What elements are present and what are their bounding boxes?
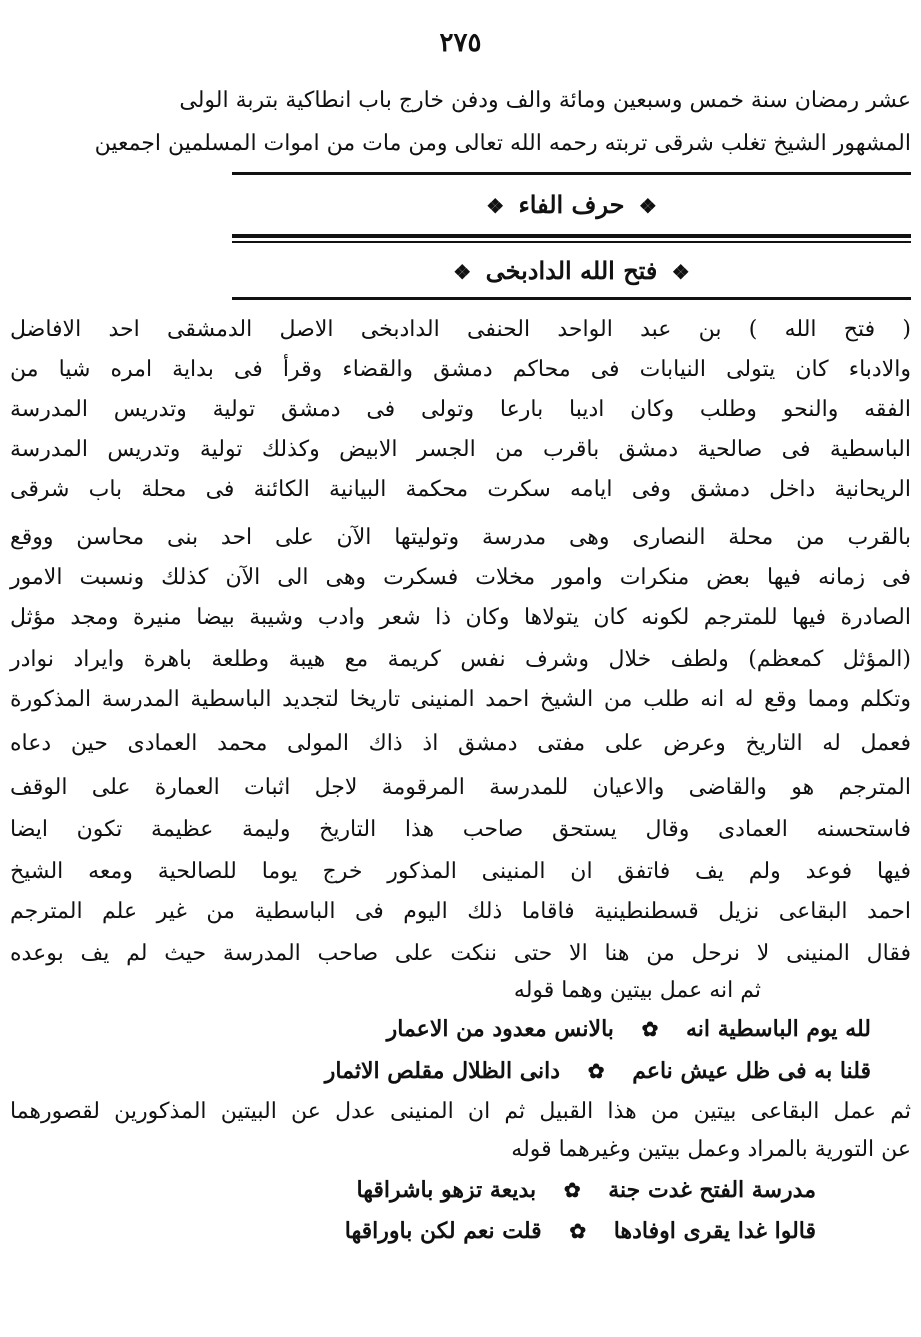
body-line: فى زمانه فيها بعض منكرات وامور مخلات فسكرت وهى الى الآن كذلك ونسبت الامور: [10, 565, 911, 590]
body-line: الريحانية داخل دمشق وفى ايامه سكرت محكمة البيانية الكائنة فى محلة باب شرقى: [10, 477, 911, 502]
verse-hemistich: قالوا غدا يقرى اوفادها: [613, 1218, 816, 1244]
header-line: المشهور الشيخ تغلب شرقى تربته رحمه الله تعالى ومن مات من اموات المسلمين اجمعين: [94, 131, 911, 156]
entry-title-box: [232, 256, 911, 285]
body-line: عن التورية بالمراد وعمل بيتين وغيرهما قوله: [511, 1137, 911, 1162]
body-line: الفقه والنحو وطلب وكان اديبا بارعا وتولى فى دمشق تولية وتدريس المدرسة: [10, 397, 911, 422]
ornament-icon: ❖: [671, 260, 690, 284]
body-line: المترجم هو والقاضى والاعيان للمدرسة المرقومة لاجل اثبات العمارة على الوقف: [10, 775, 911, 800]
verse-hemistich: دانى الظلال مقلص الاثمار: [324, 1058, 561, 1084]
body-line: والادباء كان يتولى النيابات فى محاكم دمشق والقضاء وقرأ فى بداية امره شيا من: [10, 357, 911, 382]
section-title-box: [232, 190, 911, 219]
ornament-icon: ❖: [453, 260, 472, 284]
body-line: فيها فوعد ولم يف فاتفق ان المنينى المذكور خرج يوما للصالحية ومعه الشيخ: [10, 859, 911, 884]
divider-rule: [232, 172, 911, 175]
verse-hemistich: بديعة تزهو باشراقها: [356, 1177, 537, 1203]
body-line: فعمل له التاريخ وعرض على مفتى دمشق اذ ذاك المولى محمد العمادى حين دعاه: [10, 731, 911, 756]
body-line: (المؤثل كمعظم) ولطف خلال وشرف نفس كريمة مع هيبة وطلعة باهرة وايراد نوادر: [10, 647, 911, 672]
header-line: عشر رمضان سنة خمس وسبعين ومائة والف ودفن خارج باب انطاكية بتربة الولى: [179, 88, 911, 113]
verse-line: [345, 1218, 816, 1244]
entry-title: فتح الله الدادبخى: [485, 256, 658, 285]
flower-separator-icon: ✿: [587, 1059, 605, 1083]
page-number: ٢٧٥: [439, 28, 482, 58]
verse-line: [357, 1177, 816, 1203]
body-line: الباسطية فى صالحية دمشق باقرب من الجسر الابيض وكذلك تولية وتدريس المدرسة: [10, 437, 911, 462]
body-line: ثم انه عمل بيتين وهما قوله: [513, 978, 761, 1003]
body-line: احمد البقاعى نزيل قسطنطينية فاقاما ذلك اليوم فى الباسطية من غير علم المترجم: [10, 899, 911, 924]
body-line: ( فتح الله ) بن عبد الواحد الحنفى الدادبخى الاصل الدمشقى احد الافاضل: [10, 317, 911, 342]
flower-separator-icon: ✿: [563, 1178, 581, 1202]
flower-separator-icon: ✿: [569, 1219, 587, 1243]
verse-hemistich: قلنا به فى ظل عيش ناعم: [632, 1058, 871, 1084]
verse-hemistich: مدرسة الفتح غدت جنة: [608, 1177, 816, 1203]
flower-separator-icon: ✿: [641, 1017, 659, 1041]
ornament-icon: ❖: [638, 194, 657, 218]
verse-hemistich: بالانس معدود من الاعمار: [386, 1016, 614, 1042]
double-rule-bottom: [232, 241, 911, 243]
body-line: بالقرب من محلة النصارى وهى مدرسة وتوليتها الآن على احد بنى محاسن ووقع: [10, 525, 911, 550]
verse-hemistich: لله يوم الباسطية انه: [686, 1016, 871, 1042]
body-line: فقال المنينى لا نرحل من هنا الا حتى ننكت على صاحب المدرسة حيث لم يف بوعده: [10, 941, 911, 966]
section-title: حرف الفاء: [518, 190, 625, 219]
verse-line: [387, 1016, 871, 1042]
double-rule-top: [232, 234, 911, 238]
divider-rule: [232, 297, 911, 300]
body-line: ثم عمل البقاعى بيتين من هذا القبيل ثم ان المنينى عدل عن البيتين المذكورين لقصورهما: [10, 1099, 911, 1124]
verse-hemistich: قلت نعم لكن باوراقها: [344, 1218, 542, 1244]
body-line: وتكلم ومما وقع له انه طلب من الشيخ احمد المنينى تاريخا لتجديد الباسطية المدرسة المذكورة: [10, 687, 911, 712]
ornament-icon: ❖: [486, 194, 505, 218]
body-line: الصادرة فيها للمترجم لكونه كان يتولاها وكان ذا شعر وادب وشيبة بيضا منيرة ومجد مؤثل: [10, 605, 911, 630]
verse-line: [325, 1058, 871, 1084]
body-line: فاستحسنه العمادى وقال يستحق صاحب هذا التاريخ وليمة عظيمة تكون ايضا: [10, 817, 911, 842]
